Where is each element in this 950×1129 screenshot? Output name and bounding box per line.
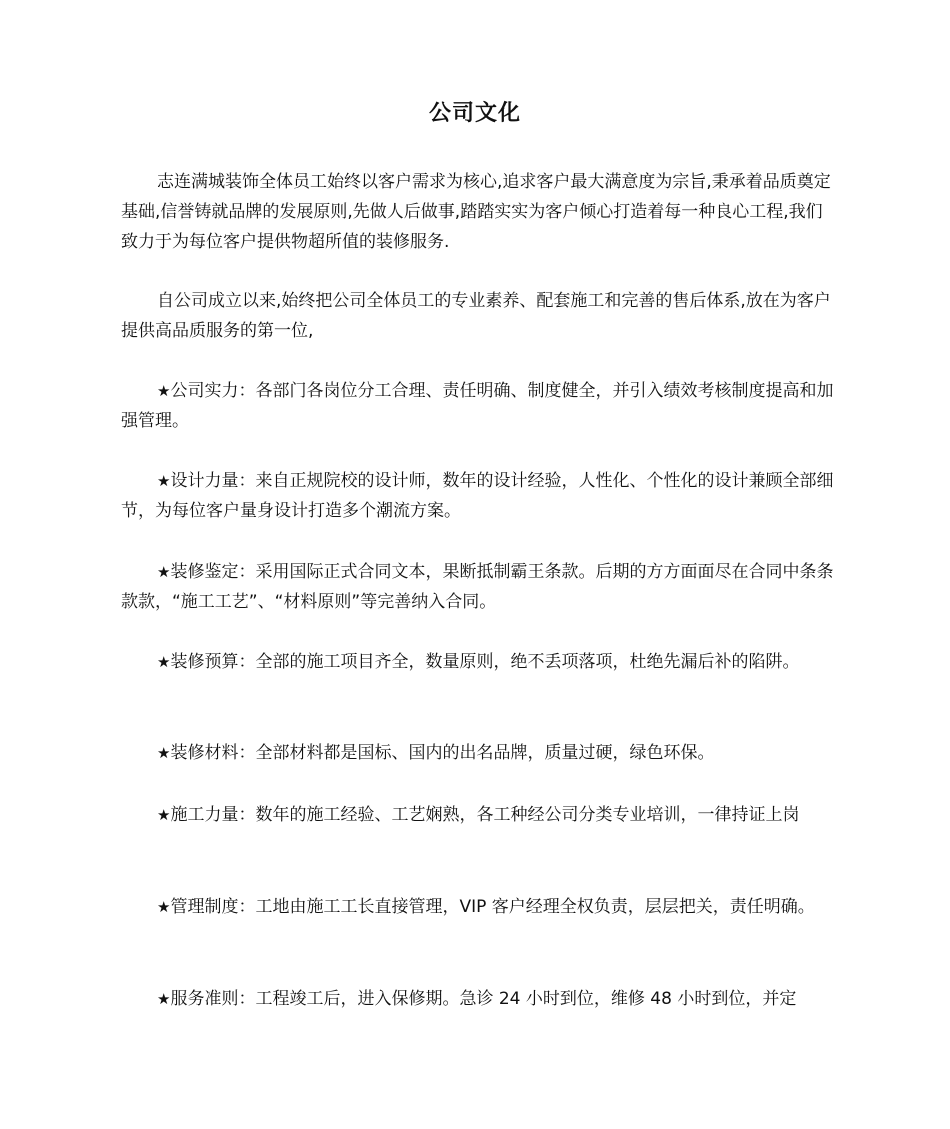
star-icon: ★ — [157, 563, 171, 581]
star-icon: ★ — [157, 744, 171, 762]
item-text: 施工力量：数年的施工经验、工艺娴熟，各工种经公司分类专业培训，一律持证上岗 — [170, 805, 800, 825]
item-text: 管理制度：工地由施工工长直接管理，VIP 客户经理全权负责，层层把关，责任明确。 — [170, 897, 815, 917]
intro-paragraph: 志连满城装饰全体员工始终以客户需求为核心,追求客户最大满意度为宗旨,秉承着品质奠定基础,信誉铸就品牌的发展原则,先做人后做事,踏踏实实为客户倾心打造着每一种良心工程,我们致力于为每位客户提供物超所值的装修服务. — [121, 172, 831, 252]
star-icon: ★ — [157, 472, 171, 490]
item-decoration-materials — [121, 738, 835, 768]
item-text: 设计力量：来自正规院校的设计师，数年的设计经验，人性化、个性化的设计兼顾全部细节，为每位客户量身设计打造多个潮流方案。 — [121, 471, 834, 521]
star-icon: ★ — [157, 898, 171, 916]
item-text: 装修预算：全部的施工项目齐全，数量原则，绝不丢项落项，杜绝先漏后补的陷阱。 — [170, 652, 800, 672]
item-company-strength — [121, 376, 835, 436]
item-decoration-appraisal — [121, 557, 835, 617]
item-construction-strength — [121, 800, 835, 830]
star-icon: ★ — [157, 653, 171, 671]
item-text: 装修鉴定：采用国际正式合同文本，果断抵制霸王条款。后期的方方面面尽在合同中条条款款，“施工工艺”、“材料原则”等完善纳入合同。 — [121, 562, 834, 612]
item-text: 装修材料：全部材料都是国标、国内的出名品牌，质量过硬，绿色环保。 — [170, 743, 715, 763]
document-title: 公司文化 — [428, 101, 521, 126]
founding-paragraph: 自公司成立以来,始终把公司全体员工的专业素养、配套施工和完善的售后体系,放在为客户提供高品质服务的第一位, — [121, 291, 831, 341]
item-text: 服务准则：工程竣工后，进入保修期。急诊 24 小时到位，维修 48 小时到位，并定 — [170, 989, 797, 1009]
item-design-strength — [121, 466, 835, 526]
item-management-system — [121, 892, 835, 922]
item-text: 公司实力：各部门各岗位分工合理、责任明确、制度健全，并引入绩效考核制度提高和加强管理。 — [121, 381, 834, 431]
star-icon: ★ — [157, 806, 171, 824]
item-decoration-budget — [121, 647, 835, 677]
star-icon: ★ — [157, 990, 171, 1008]
item-service-criteria — [121, 984, 835, 1014]
star-icon: ★ — [157, 382, 171, 400]
